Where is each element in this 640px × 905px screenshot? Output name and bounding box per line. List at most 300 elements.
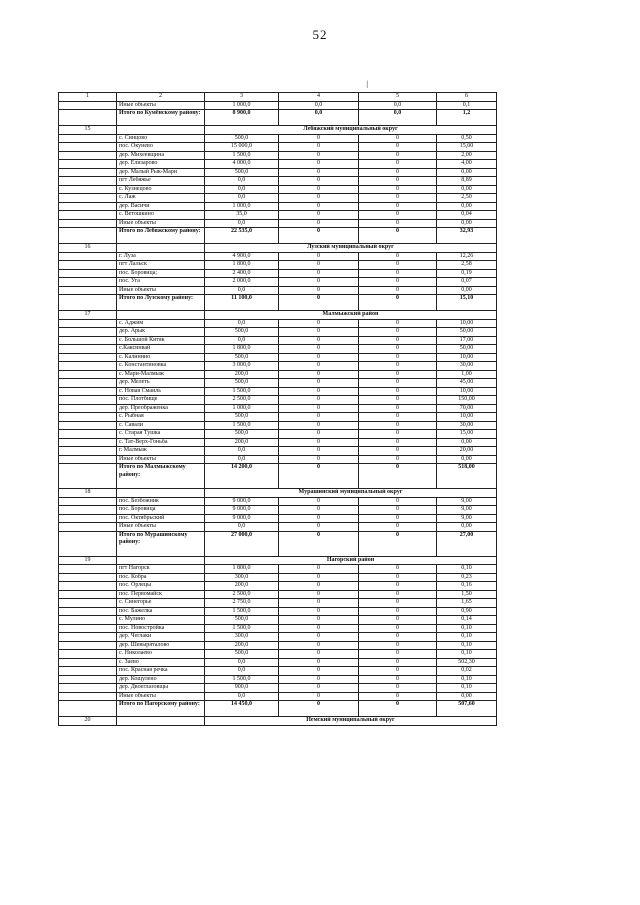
value-col-4: 0: [279, 319, 359, 328]
value-col-4: 0: [279, 701, 359, 717]
value-col-3: 300,0: [205, 573, 279, 582]
value-col-6: 0,10: [437, 675, 497, 684]
section-number: 19: [59, 556, 117, 565]
value-col-6: 15,00: [437, 143, 497, 152]
locality-name: с. Кузнецово: [117, 185, 205, 194]
value-col-6: 8,89: [437, 177, 497, 186]
empty-cell: [59, 650, 117, 659]
value-col-6: 50,00: [437, 345, 497, 354]
value-col-4: 0: [279, 675, 359, 684]
value-col-3: 2 750,0: [205, 599, 279, 608]
locality-name: с. Рыбная: [117, 413, 205, 422]
value-col-4: 0: [279, 565, 359, 574]
value-col-6: 2,58: [437, 261, 497, 270]
empty-cell: [59, 319, 117, 328]
value-col-6: 0,00: [437, 202, 497, 211]
empty-cell: [59, 101, 117, 110]
value-col-5: 0: [359, 413, 437, 422]
value-col-4: 0: [279, 387, 359, 396]
locality-name: Иные объекты: [117, 455, 205, 464]
value-col-3: 0,0: [205, 692, 279, 701]
value-col-4: 0: [279, 151, 359, 160]
value-col-5: 0: [359, 286, 437, 295]
locality-name: с. Савали: [117, 421, 205, 430]
value-col-4: 0: [279, 261, 359, 270]
value-col-4: 0: [279, 211, 359, 220]
locality-name: дер. Михеевщина: [117, 151, 205, 160]
value-col-4: 0: [279, 616, 359, 625]
locality-name: пос. Безбожник: [117, 497, 205, 506]
value-col-3: 500,0: [205, 134, 279, 143]
locality-name: с. Константиновка: [117, 362, 205, 371]
table-body: [59, 93, 497, 726]
table-row: [59, 455, 497, 464]
table-row: [59, 667, 497, 676]
value-col-6: 518,00: [437, 464, 497, 489]
empty-cell: [59, 379, 117, 388]
value-col-4: 0: [279, 286, 359, 295]
table-row: [59, 168, 497, 177]
value-col-4: 0,0: [279, 110, 359, 126]
value-col-3: 0,0: [205, 286, 279, 295]
value-col-3: 1 800,0: [205, 345, 279, 354]
empty-cell: [59, 514, 117, 523]
section-row: [59, 311, 497, 320]
value-col-4: 0: [279, 143, 359, 152]
value-col-3: 2 400,0: [205, 269, 279, 278]
locality-name: дер. Преображенка: [117, 404, 205, 413]
value-col-5: 0: [359, 692, 437, 701]
value-col-5: 0: [359, 211, 437, 220]
value-col-3: 4 000,0: [205, 160, 279, 169]
locality-name: Иные объекты: [117, 101, 205, 110]
value-col-4: 0: [279, 228, 359, 244]
value-col-3: 0,0: [205, 219, 279, 228]
table-row: [59, 404, 497, 413]
empty-cell: [59, 328, 117, 337]
value-col-3: 1 000,0: [205, 101, 279, 110]
value-col-3: 1 500,0: [205, 421, 279, 430]
value-col-4: 0: [279, 497, 359, 506]
value-col-4: 0: [279, 404, 359, 413]
locality-name: дер. Арык: [117, 328, 205, 337]
value-col-3: 0,0: [205, 658, 279, 667]
value-col-5: 0: [359, 607, 437, 616]
value-col-4: 0: [279, 582, 359, 591]
value-col-6: 17,00: [437, 336, 497, 345]
value-col-4: 0: [279, 252, 359, 261]
value-col-5: 0: [359, 336, 437, 345]
value-col-3: 9 000,0: [205, 514, 279, 523]
empty-cell: [117, 489, 205, 498]
empty-cell: [59, 286, 117, 295]
value-col-5: 0: [359, 430, 437, 439]
locality-name: с. Мари-Малмыж: [117, 370, 205, 379]
value-col-6: 0,50: [437, 134, 497, 143]
locality-name: дер. Кощулено: [117, 675, 205, 684]
table-row: [59, 345, 497, 354]
locality-name: с. Заево: [117, 658, 205, 667]
locality-name: дер. Мелеть: [117, 379, 205, 388]
locality-name: дер. Шевыряталово: [117, 641, 205, 650]
value-col-3: 500,0: [205, 430, 279, 439]
value-col-3: 1 500,0: [205, 387, 279, 396]
empty-cell: [59, 194, 117, 203]
locality-name: дер. Малый Рык-Мари: [117, 168, 205, 177]
value-col-5: 0: [359, 464, 437, 489]
locality-name: пос. Орлецы: [117, 582, 205, 591]
value-col-6: 20,00: [437, 447, 497, 456]
table-row: [59, 328, 497, 337]
locality-name: с.Каксинвай: [117, 345, 205, 354]
value-col-4: 0: [279, 421, 359, 430]
table-row: [59, 185, 497, 194]
value-col-4: 0: [279, 633, 359, 642]
locality-name: пос. Кобра: [117, 573, 205, 582]
empty-cell: [59, 110, 117, 126]
section-row: [59, 489, 497, 498]
value-col-5: 0: [359, 447, 437, 456]
value-col-3: 500,0: [205, 650, 279, 659]
empty-cell: [117, 311, 205, 320]
value-col-3: 0,0: [205, 185, 279, 194]
empty-cell: [117, 126, 205, 135]
value-col-5: 0: [359, 295, 437, 311]
value-col-5: 0: [359, 455, 437, 464]
value-col-4: 0: [279, 573, 359, 582]
value-col-6: 0,10: [437, 641, 497, 650]
empty-cell: [59, 413, 117, 422]
value-col-3: 9 000,0: [205, 497, 279, 506]
value-col-6: 2,50: [437, 194, 497, 203]
column-number-cell: 3: [205, 93, 279, 102]
locality-name: с. Мулино: [117, 616, 205, 625]
value-col-6: 9,00: [437, 514, 497, 523]
value-col-4: 0: [279, 185, 359, 194]
empty-cell: [59, 684, 117, 693]
value-col-5: 0: [359, 404, 437, 413]
table-row: [59, 269, 497, 278]
empty-cell: [59, 641, 117, 650]
empty-cell: [59, 202, 117, 211]
value-col-6: 0,10: [437, 565, 497, 574]
empty-cell: [59, 624, 117, 633]
total-label: Итого по Лузскому району:: [117, 295, 205, 311]
section-number: 20: [59, 717, 117, 726]
value-col-4: 0: [279, 430, 359, 439]
value-col-6: 30,00: [437, 362, 497, 371]
value-col-3: 4 900,0: [205, 252, 279, 261]
value-col-5: 0,0: [359, 101, 437, 110]
value-col-3: 300,0: [205, 633, 279, 642]
empty-cell: [59, 261, 117, 270]
value-col-6: 0,00: [437, 692, 497, 701]
value-col-6: 50,00: [437, 328, 497, 337]
table-row: [59, 202, 497, 211]
value-col-5: 0: [359, 379, 437, 388]
table-row: [59, 565, 497, 574]
value-col-3: 1 500,0: [205, 607, 279, 616]
value-col-6: 0,90: [437, 607, 497, 616]
locality-name: с. Большой Китяк: [117, 336, 205, 345]
value-col-3: 2 500,0: [205, 590, 279, 599]
table-row: [59, 438, 497, 447]
value-col-4: 0: [279, 295, 359, 311]
total-row: [59, 701, 497, 717]
empty-cell: [59, 658, 117, 667]
empty-cell: [59, 675, 117, 684]
empty-cell: [59, 582, 117, 591]
value-col-5: 0: [359, 523, 437, 532]
table-row: [59, 692, 497, 701]
empty-cell: [59, 252, 117, 261]
table-row: [59, 641, 497, 650]
value-col-5: 0: [359, 278, 437, 287]
table-row: [59, 573, 497, 582]
value-col-4: 0: [279, 396, 359, 405]
locality-name: с. Новая Смаиль: [117, 387, 205, 396]
value-col-6: 507,60: [437, 701, 497, 717]
value-col-3: 8 900,0: [205, 110, 279, 126]
value-col-5: 0: [359, 573, 437, 582]
section-number: 15: [59, 126, 117, 135]
value-col-3: 0,0: [205, 336, 279, 345]
value-col-6: 9,00: [437, 497, 497, 506]
value-col-4: 0: [279, 599, 359, 608]
value-col-6: 150,00: [437, 396, 497, 405]
value-col-3: 0,0: [205, 194, 279, 203]
table-row: [59, 101, 497, 110]
locality-name: пос. Первомайск: [117, 590, 205, 599]
value-col-3: 15 000,0: [205, 143, 279, 152]
value-col-5: 0: [359, 185, 437, 194]
value-col-4: 0: [279, 353, 359, 362]
column-number-cell: 2: [117, 93, 205, 102]
value-col-4: 0: [279, 413, 359, 422]
empty-cell: [59, 497, 117, 506]
value-col-3: 14 450,0: [205, 701, 279, 717]
empty-cell: [59, 278, 117, 287]
value-col-4: 0: [279, 194, 359, 203]
section-number: 18: [59, 489, 117, 498]
value-col-5: 0: [359, 565, 437, 574]
empty-cell: [59, 692, 117, 701]
empty-cell: [59, 269, 117, 278]
locality-name: пгт Лебяжье: [117, 177, 205, 186]
table-row: [59, 379, 497, 388]
table-row: [59, 286, 497, 295]
total-row: [59, 110, 497, 126]
value-col-5: 0: [359, 168, 437, 177]
table-row: [59, 413, 497, 422]
value-col-6: 0,07: [437, 278, 497, 287]
locality-name: с. Николаево: [117, 650, 205, 659]
value-col-6: 10,00: [437, 319, 497, 328]
value-col-5: 0: [359, 151, 437, 160]
empty-cell: [117, 556, 205, 565]
total-label: Итого по Кумёнскому району:: [117, 110, 205, 126]
value-col-6: 1,50: [437, 590, 497, 599]
empty-cell: [59, 168, 117, 177]
locality-name: с. Синегорье: [117, 599, 205, 608]
value-col-5: 0: [359, 319, 437, 328]
table-row: [59, 658, 497, 667]
value-col-6: 0,14: [437, 616, 497, 625]
value-col-3: 200,0: [205, 438, 279, 447]
value-col-3: 0,0: [205, 177, 279, 186]
value-col-3: 9 000,0: [205, 506, 279, 515]
empty-cell: [59, 336, 117, 345]
value-col-5: 0: [359, 345, 437, 354]
locality-name: с. Лаж: [117, 194, 205, 203]
section-title: Нагорский район: [205, 556, 497, 565]
empty-cell: [59, 362, 117, 371]
value-col-3: 500,0: [205, 413, 279, 422]
empty-cell: [59, 430, 117, 439]
value-col-3: 900,0: [205, 684, 279, 693]
value-col-5: 0: [359, 633, 437, 642]
empty-cell: [59, 345, 117, 354]
total-row: [59, 228, 497, 244]
value-col-6: 15,10: [437, 295, 497, 311]
table-row: [59, 211, 497, 220]
value-col-6: 2,00: [437, 151, 497, 160]
value-col-5: 0: [359, 134, 437, 143]
empty-cell: [59, 387, 117, 396]
value-col-4: 0: [279, 328, 359, 337]
value-col-3: 500,0: [205, 379, 279, 388]
value-col-5: 0: [359, 202, 437, 211]
value-col-4: 0: [279, 523, 359, 532]
value-col-3: 1 500,0: [205, 624, 279, 633]
value-col-4: 0: [279, 219, 359, 228]
locality-name: пгт Лальск: [117, 261, 205, 270]
value-col-3: 500,0: [205, 353, 279, 362]
value-col-5: 0: [359, 143, 437, 152]
value-col-4: 0: [279, 531, 359, 556]
table-row: [59, 430, 497, 439]
value-col-6: 0,1: [437, 101, 497, 110]
value-col-5: 0: [359, 684, 437, 693]
empty-cell: [59, 396, 117, 405]
value-col-3: 2 000,0: [205, 278, 279, 287]
column-number-row: [59, 93, 497, 102]
value-col-6: 45,00: [437, 379, 497, 388]
value-col-3: 0,0: [205, 319, 279, 328]
value-col-4: 0: [279, 667, 359, 676]
value-col-3: 500,0: [205, 328, 279, 337]
value-col-6: 502,30: [437, 658, 497, 667]
value-col-5: 0: [359, 506, 437, 515]
table-row: [59, 684, 497, 693]
value-col-4: 0: [279, 455, 359, 464]
section-number: 17: [59, 311, 117, 320]
value-col-5: 0: [359, 396, 437, 405]
value-col-4: 0,0: [279, 101, 359, 110]
value-col-6: 0,02: [437, 667, 497, 676]
section-title: Немский муниципальный округ: [205, 717, 497, 726]
table-row: [59, 497, 497, 506]
section-number: 16: [59, 244, 117, 253]
locality-name: с. Старая Тушка: [117, 430, 205, 439]
value-col-4: 0: [279, 506, 359, 515]
empty-cell: [59, 701, 117, 717]
table-row: [59, 675, 497, 684]
empty-cell: [59, 134, 117, 143]
total-label: Итого по Нагорскому району:: [117, 701, 205, 717]
table-row: [59, 134, 497, 143]
value-col-3: 0,0: [205, 447, 279, 456]
column-number-cell: 1: [59, 93, 117, 102]
locality-name: с. Ветошкино: [117, 211, 205, 220]
table-row: [59, 362, 497, 371]
empty-cell: [59, 590, 117, 599]
table-row: [59, 616, 497, 625]
value-col-5: 0: [359, 667, 437, 676]
locality-name: с. Аджим: [117, 319, 205, 328]
value-col-3: 11 100,0: [205, 295, 279, 311]
value-col-3: 200,0: [205, 370, 279, 379]
locality-name: Иные объекты: [117, 219, 205, 228]
total-label: Итого по Лебяжскому району:: [117, 228, 205, 244]
value-col-3: 500,0: [205, 168, 279, 177]
value-col-5: 0: [359, 362, 437, 371]
empty-cell: [59, 151, 117, 160]
value-col-3: 27 000,0: [205, 531, 279, 556]
value-col-5: 0: [359, 269, 437, 278]
value-col-6: 0,00: [437, 185, 497, 194]
table-row: [59, 194, 497, 203]
locality-name: пос. Новостройка: [117, 624, 205, 633]
empty-cell: [59, 523, 117, 532]
value-col-4: 0: [279, 362, 359, 371]
locality-name: с. Тат-Верх-Гоньба: [117, 438, 205, 447]
value-col-4: 0: [279, 692, 359, 701]
empty-cell: [59, 633, 117, 642]
table-row: [59, 506, 497, 515]
value-col-3: 500,0: [205, 616, 279, 625]
empty-cell: [117, 244, 205, 253]
value-col-6: 0,00: [437, 168, 497, 177]
value-col-4: 0: [279, 168, 359, 177]
section-row: [59, 717, 497, 726]
table-row: [59, 396, 497, 405]
table-row: [59, 514, 497, 523]
value-col-5: 0: [359, 514, 437, 523]
empty-cell: [59, 370, 117, 379]
value-col-6: 0,00: [437, 286, 497, 295]
empty-cell: [59, 531, 117, 556]
value-col-5: 0: [359, 624, 437, 633]
section-title: Лузский муниципальный округ: [205, 244, 497, 253]
value-col-4: 0: [279, 607, 359, 616]
value-col-5: 0: [359, 658, 437, 667]
table-row: [59, 370, 497, 379]
table-row: [59, 319, 497, 328]
value-col-6: 0,16: [437, 582, 497, 591]
value-col-5: 0: [359, 531, 437, 556]
empty-cell: [59, 421, 117, 430]
value-col-5: 0: [359, 701, 437, 717]
locality-name: дер. Елизарово: [117, 160, 205, 169]
locality-name: дер. Васичи: [117, 202, 205, 211]
empty-cell: [117, 717, 205, 726]
value-col-5: 0: [359, 641, 437, 650]
total-row: [59, 531, 497, 556]
table-row: [59, 151, 497, 160]
locality-name: пос. Боровица;: [117, 269, 205, 278]
empty-cell: [59, 353, 117, 362]
